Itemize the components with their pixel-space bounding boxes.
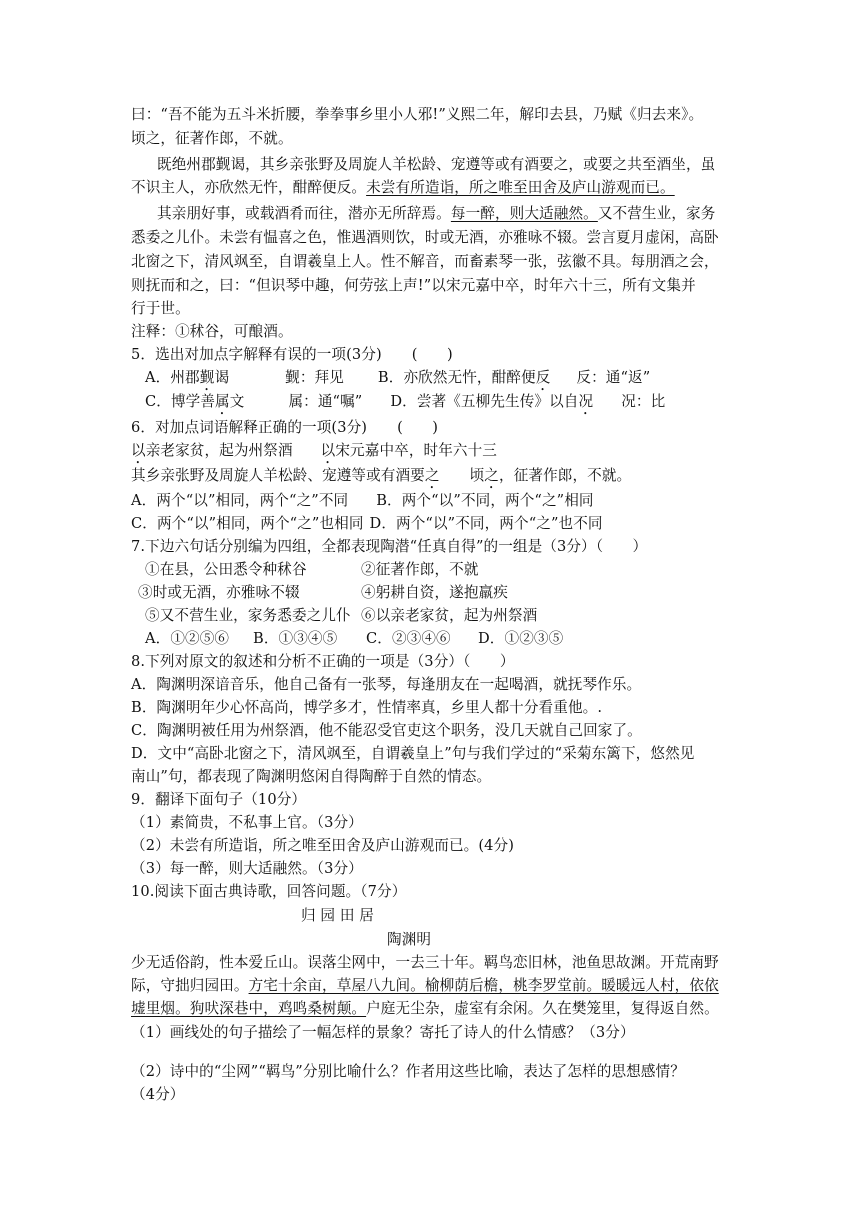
option-row — [131, 721, 642, 741]
underlined-poem-text: 墟里烟。狗吠深巷中，鸡鸣桑树颠。 — [131, 1000, 367, 1017]
option-text: D．两个“以”不同，两个“之”也不同 — [369, 515, 603, 532]
option-explanation: 况：比 — [621, 393, 666, 410]
sub-question-text: （2）未尝有所造诣，所之唯至田舍及庐山游观而已。(4分) — [131, 837, 515, 854]
passage-text: 顷之，征著作郎，不就。 — [131, 130, 293, 147]
dotted-char: 之 — [484, 467, 499, 484]
option-row — [131, 675, 641, 695]
example-row — [131, 441, 497, 467]
q6-stem: 6．对加点词语解释正确的一项(3分) — [131, 419, 368, 436]
underlined-sentence: 未尝有所造诣，所之唯至田舍及庐山游观而已。 — [366, 179, 675, 196]
poem-line — [131, 999, 719, 1019]
q7-stem: 7.下边六句话分别编为四组，全都表现陶潜“任真自得”的一组是（3分）（ ） — [131, 538, 648, 555]
passage-line — [131, 252, 719, 272]
sub-question — [131, 859, 363, 879]
footnote-text: 注释：①秫谷，可酿酒。 — [131, 323, 293, 340]
poem-text: 少无适俗韵，性本爱丘山。误落尘网中，一去三十年。羁鸟恋旧林，池鱼思故渊。开荒南野 — [131, 954, 719, 971]
question-stem — [131, 652, 515, 672]
dotted-char: 觐 — [199, 369, 215, 386]
dotted-char: 以 — [320, 442, 336, 459]
example-text: 顷 — [469, 467, 485, 484]
option-text: 文 — [229, 393, 245, 410]
item-row — [145, 560, 479, 580]
question-stem — [131, 345, 453, 365]
answer-blank: ( ) — [411, 346, 453, 363]
passage-text: 北窗之下，清风飒至，自谓羲皇上人。性不解音，而畜素琴一张，弦徽不具。每朋酒之会， — [131, 253, 719, 270]
sub-question-text: （4分） — [131, 1086, 185, 1103]
option-text: C．陶渊明被任用为州祭酒，他不能忍受官吏这个职务，没几天就自己回家了。 — [131, 722, 642, 739]
example-text: 其乡亲张野及周旋人羊松龄、宠遵等或有酒要 — [131, 467, 425, 484]
poem-author-text: 陶渊明 — [387, 931, 432, 948]
poem-text: 际，守拙归园田。 — [131, 977, 249, 994]
sub-question — [131, 1023, 635, 1043]
option-text: B．①③④⑤ — [253, 630, 338, 647]
item-text: ④躬耕自资，遂抱羸疾 — [361, 584, 508, 601]
passage-line — [131, 178, 675, 198]
option-text: D．①②③⑤ — [478, 630, 564, 647]
poem-line — [131, 953, 719, 973]
passage-text: 不识主人，亦欣然无忤，酣醉便反。 — [131, 179, 367, 196]
option-explanation: 觐：拜见 — [285, 369, 344, 386]
option-text: B．亦欣然无忤，酣醉便 — [377, 369, 536, 386]
example-text: 亲老家贫，起为州祭酒 — [145, 442, 293, 459]
sub-question-text: （1）素简贵，不私事上官。（3分） — [131, 814, 363, 831]
option-text: 南山”句，都表现了陶渊明悠闲自得陶醉于自然的情态。 — [131, 768, 492, 785]
question-stem — [131, 418, 438, 438]
question-stem — [131, 790, 306, 810]
dotted-char: 反 — [535, 369, 551, 386]
option-text: C．两个“以”相同，两个“之”也相同 — [131, 515, 364, 532]
option-row — [145, 392, 665, 418]
passage-line — [131, 228, 719, 248]
option-row — [145, 629, 563, 649]
q10-stem: 10.阅读下面古典诗歌，回答问题。（7分） — [131, 883, 407, 900]
passage-text: 曰：“吾不能为五斗米折腰，拳拳事乡里小人邪!”义熙二年，解印去县，乃赋《归去来》。 — [131, 106, 704, 123]
item-text: ②征著作郎，不就 — [361, 561, 479, 578]
poem-author — [387, 930, 431, 950]
answer-blank: ( ) — [397, 419, 439, 436]
poem-text: 户庭无尘杂，虚室有余闲。久在樊笼里，复得返自然。 — [366, 1000, 719, 1017]
example-text: 宋元嘉中卒，时年六十三 — [335, 442, 497, 459]
dotted-char: 况 — [578, 393, 594, 410]
dotted-char: 属 — [215, 393, 230, 410]
passage-text: 则抚而和之，曰：“但识琴中趣，何劳弦上声!”以宋元嘉中卒，时年六十三，所有文集并 — [131, 277, 696, 294]
passage-text: 又不营生业，家务 — [597, 205, 716, 222]
option-row — [131, 514, 603, 534]
option-text: A．陶渊明深谙音乐，他自己备有一张琴，每逢朋友在一起喝酒，就抚琴作乐。 — [131, 676, 642, 693]
question-stem — [131, 537, 647, 557]
option-row — [131, 491, 594, 511]
passage-line — [131, 129, 293, 149]
sub-question — [131, 1085, 184, 1105]
option-text: A．①②⑤⑥ — [145, 630, 230, 647]
option-text: C．②③④⑥ — [366, 630, 451, 647]
option-row — [131, 767, 491, 787]
passage-text: 其亲朋好事，或载酒肴而往，潜亦无所辞焉。 — [157, 205, 451, 222]
option-explanation: 反：通“返” — [576, 369, 651, 386]
option-text: B．陶渊明年少心怀高尚，博学多才，性情率真，乡里人都十分看重他。. — [131, 699, 603, 716]
dotted-char: 之 — [424, 467, 440, 484]
q8-stem: 8.下列对原文的叙述和分析不正确的一项是（3分）（ ） — [131, 653, 515, 670]
sub-question — [131, 813, 363, 833]
passage-line — [131, 276, 696, 296]
footnote — [131, 322, 293, 342]
option-row — [131, 698, 602, 718]
sub-question-text: （1）画线处的句子描绘了一幅怎样的景象？寄托了诗人的什么情感？（3分） — [131, 1024, 635, 1041]
poem-title — [301, 906, 374, 926]
underlined-sentence: 每一醉，则大适融然。 — [450, 205, 598, 222]
option-text: A．两个“以”相同，两个“之”不同 — [131, 492, 349, 509]
option-text: 谒 — [214, 369, 230, 386]
item-text: ⑤又不营生业，家务悉委之儿仆 — [145, 607, 351, 624]
sub-question-text: （2）诗中的“尘网”“羁鸟”分别比喻什么？作者用这些比喻，表达了怎样的思想感情？ — [131, 1063, 685, 1080]
passage-line — [157, 155, 715, 175]
passage-text: 行于世。 — [131, 300, 190, 317]
passage-line — [131, 299, 190, 319]
sub-question — [131, 1062, 685, 1082]
dotted-char: 以 — [131, 442, 146, 459]
item-text: ③时或无酒，亦雅咏不辍 — [138, 584, 300, 601]
poem-title-text: 归 园 田 居 — [301, 907, 374, 924]
passage-line — [131, 105, 703, 125]
option-row — [131, 744, 694, 764]
passage-text: 悉委之儿仆。未尝有愠喜之色，惟遇酒则饮，时或无酒，亦雅咏不辍。尝言夏月虚闲，高卧 — [131, 229, 719, 246]
sub-question-text: （3）每一醉，则大适融然。（3分） — [131, 860, 363, 877]
option-row — [145, 368, 650, 394]
poem-line — [131, 976, 719, 996]
option-text: C．博学善 — [145, 393, 216, 410]
example-text: ，征著作郎，不就。 — [499, 467, 632, 484]
sub-question — [131, 836, 514, 856]
item-text: ⑥以亲老家贫，起为州祭酒 — [361, 607, 538, 624]
underlined-poem-text: 方宅十余亩，草屋八九间。榆柳荫后檐，桃李罗堂前。暖暖远人村，依依 — [248, 977, 719, 994]
option-text: B．两个“以”不同，两个“之”相同 — [376, 492, 594, 509]
example-row — [131, 466, 631, 492]
question-stem — [131, 882, 406, 902]
item-text: ①在县，公田悉令种秫谷 — [145, 561, 307, 578]
option-text: D．文中“高卧北窗之下，清风飒至，自谓羲皇上”句与我们学过的“采菊东篱下，悠然见 — [131, 745, 695, 762]
q9-stem: 9．翻译下面句子（10分） — [131, 791, 307, 808]
passage-line — [157, 204, 715, 224]
passage-text: 既绝州郡觐谒，其乡亲张野及周旋人羊松龄、宠遵等或有酒要之，或要之共至酒坐，虽 — [157, 156, 716, 173]
option-explanation: 属：通“嘱” — [288, 393, 363, 410]
q5-stem: 5．选出对加点字解释有误的一项(3分) — [131, 346, 382, 363]
item-row — [138, 583, 508, 603]
item-row — [145, 606, 537, 626]
option-text: D．尝著《五柳先生传》以自 — [390, 393, 579, 410]
option-text: A．州郡 — [145, 369, 200, 386]
